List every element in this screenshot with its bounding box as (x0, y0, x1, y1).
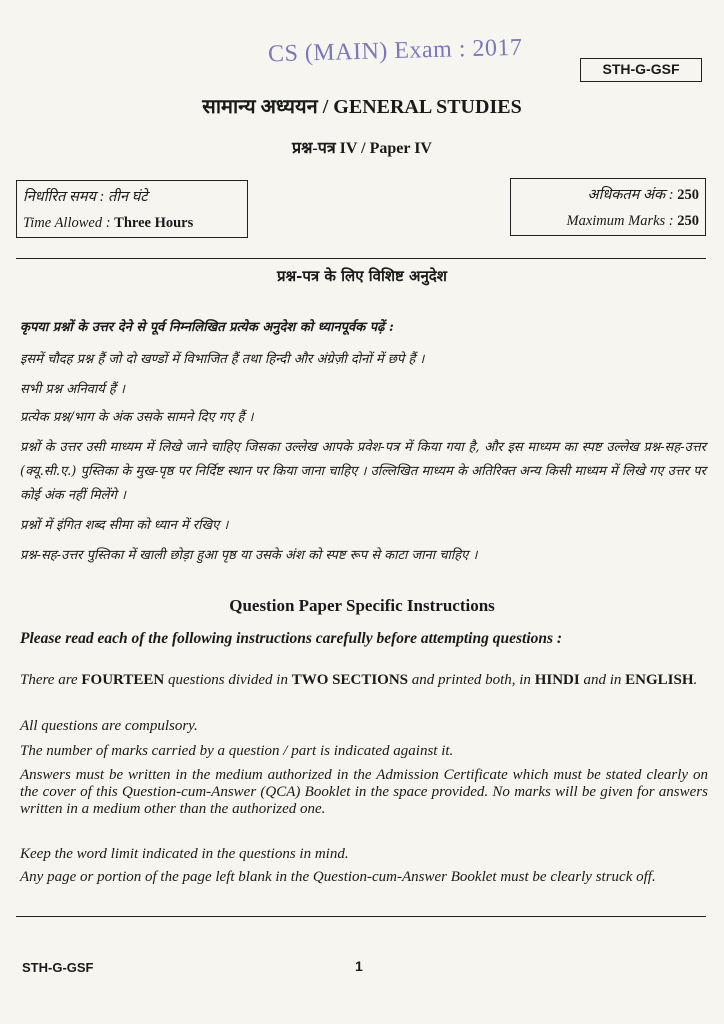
footer-paper-code: STH-G-GSF (22, 960, 94, 975)
paper-title: सामान्य अध्ययन / GENERAL STUDIES (202, 96, 522, 118)
hindi-instruction-3: प्रत्येक प्रश्न/भाग के अंक उसके सामने दिए गए हैं । (20, 410, 254, 425)
english-instruction-6: Any page or portion of the page left blank in the Question-cum-Answer Booklet must be clearly struck off. (20, 869, 656, 885)
hindi-instruction-lead: कृपया प्रश्नों के उत्तर देने से पूर्व निम्नलिखित प्रत्येक अनुदेश को ध्यानपूर्वक पढ़ें : (20, 320, 394, 335)
english-instructions-heading: Question Paper Specific Instructions (229, 596, 495, 615)
hindi-instructions-heading: प्रश्न-पत्र के लिए विशिष्ट अनुदेश (277, 267, 447, 285)
divider-bottom (16, 916, 706, 917)
hindi-instruction-1-wrap (20, 348, 706, 372)
english-instruction-4: Answers must be written in the medium authorized in the Admission Certificate which must be stated clearly on the cover of this Question-cum-Answer (QCA) Booklet in the space provided. No marks will be given for answers written in a medium other than the authorized one. (20, 767, 708, 817)
english-instruction-1-wrap (20, 672, 708, 689)
hindi-instruction-5-wrap (20, 514, 706, 538)
time-english-line (23, 210, 241, 236)
english-instruction-4-wrap (20, 767, 708, 818)
english-instruction-2-wrap (20, 718, 708, 735)
page-number: 1 (355, 958, 363, 974)
hindi-instruction-2: सभी प्रश्न अनिवार्य हैं । (20, 382, 125, 397)
english-instruction-2: All questions are compulsory. (20, 718, 198, 734)
hindi-instructions (20, 316, 706, 340)
hindi-instruction-5: प्रश्नों में इंगित शब्द सीमा को ध्यान में रखिए । (20, 518, 229, 533)
paper-subtitle: प्रश्न-पत्र IV / Paper IV (292, 140, 432, 157)
english-instruction-5-wrap (20, 846, 708, 863)
time-english-label: Time Allowed : (23, 215, 111, 231)
marks-hindi-label: अधिकतम अंक : (587, 187, 674, 203)
time-allowed-box (16, 180, 248, 238)
text-run-bold: TWO SECTIONS (291, 672, 409, 688)
divider-top (16, 258, 706, 259)
text-run: There are (20, 672, 82, 688)
time-hindi-label: निर्धारित समय : (23, 189, 105, 205)
hindi-instruction-6-wrap (20, 544, 706, 568)
marks-hindi-value: 250 (677, 187, 699, 203)
text-run-bold: ENGLISH (625, 672, 694, 688)
hindi-instruction-4-wrap (20, 436, 706, 508)
text-run: and printed both, in (408, 672, 535, 688)
english-instruction-1 (20, 672, 708, 689)
text-run: and in (579, 672, 626, 688)
text-run: . (693, 672, 698, 688)
marks-hindi-line (517, 182, 699, 208)
english-lead-wrap (20, 630, 708, 647)
time-english-value: Three Hours (114, 215, 194, 231)
text-run-bold: FOURTEEN (81, 672, 165, 688)
hindi-instruction-6: प्रश्न-सह-उत्तर पुस्तिका में खाली छोड़ा हुआ पृष्ठ या उसके अंश को स्पष्ट रूप से काटा जाना चाहिए । (20, 548, 478, 563)
hindi-instruction-1: इसमें चौदह प्रश्न हैं जो दो खण्डों में विभाजित हैं तथा हिन्दी और अंग्रेज़ी दोनों में छपे हैं । (20, 352, 425, 367)
text-run: questions divided in (164, 672, 292, 688)
english-instruction-5: Keep the word limit indicated in the questions in mind. (20, 846, 349, 862)
english-instruction-6-wrap (20, 869, 708, 886)
marks-english-line (517, 208, 699, 234)
paper-code-box: STH-G-GSF (580, 58, 702, 82)
hindi-instruction-3-wrap (20, 406, 706, 430)
exam-stamp: CS (MAIN) Exam : 2017 (267, 34, 523, 68)
english-instruction-3-wrap (20, 743, 708, 760)
time-hindi-line (23, 184, 241, 210)
marks-english-value: 250 (677, 213, 699, 229)
time-hindi-value: तीन घंटे (108, 189, 148, 205)
hindi-instruction-4: प्रश्नों के उत्तर उसी माध्यम में लिखे जाने चाहिए जिसका उल्लेख आपके प्रवेश-पत्र में किया गया है, और इस माध्यम का स्पष्ट उल्लेख प्रश्न-सह-उत्तर (क्यू.सी.ए.) पुस्तिका के मुख-पृष्ठ पर निर्दिष्ट स्थान पर किया जाना चाहिए । उल्लिखित माध्यम के अतिरिक्त अन्य किसी माध्यम में लिखे गए उत्तर पर कोई अंक नहीं मिलेंगे । (20, 440, 706, 503)
hindi-instruction-2-wrap (20, 378, 706, 402)
marks-english-label: Maximum Marks : (566, 213, 674, 229)
english-instruction-lead: Please read each of the following instructions carefully before attempting questions : (20, 630, 563, 647)
text-run-bold: HINDI (534, 672, 580, 688)
english-instruction-3: The number of marks carried by a question / part is indicated against it. (20, 743, 454, 759)
max-marks-box (510, 178, 706, 236)
